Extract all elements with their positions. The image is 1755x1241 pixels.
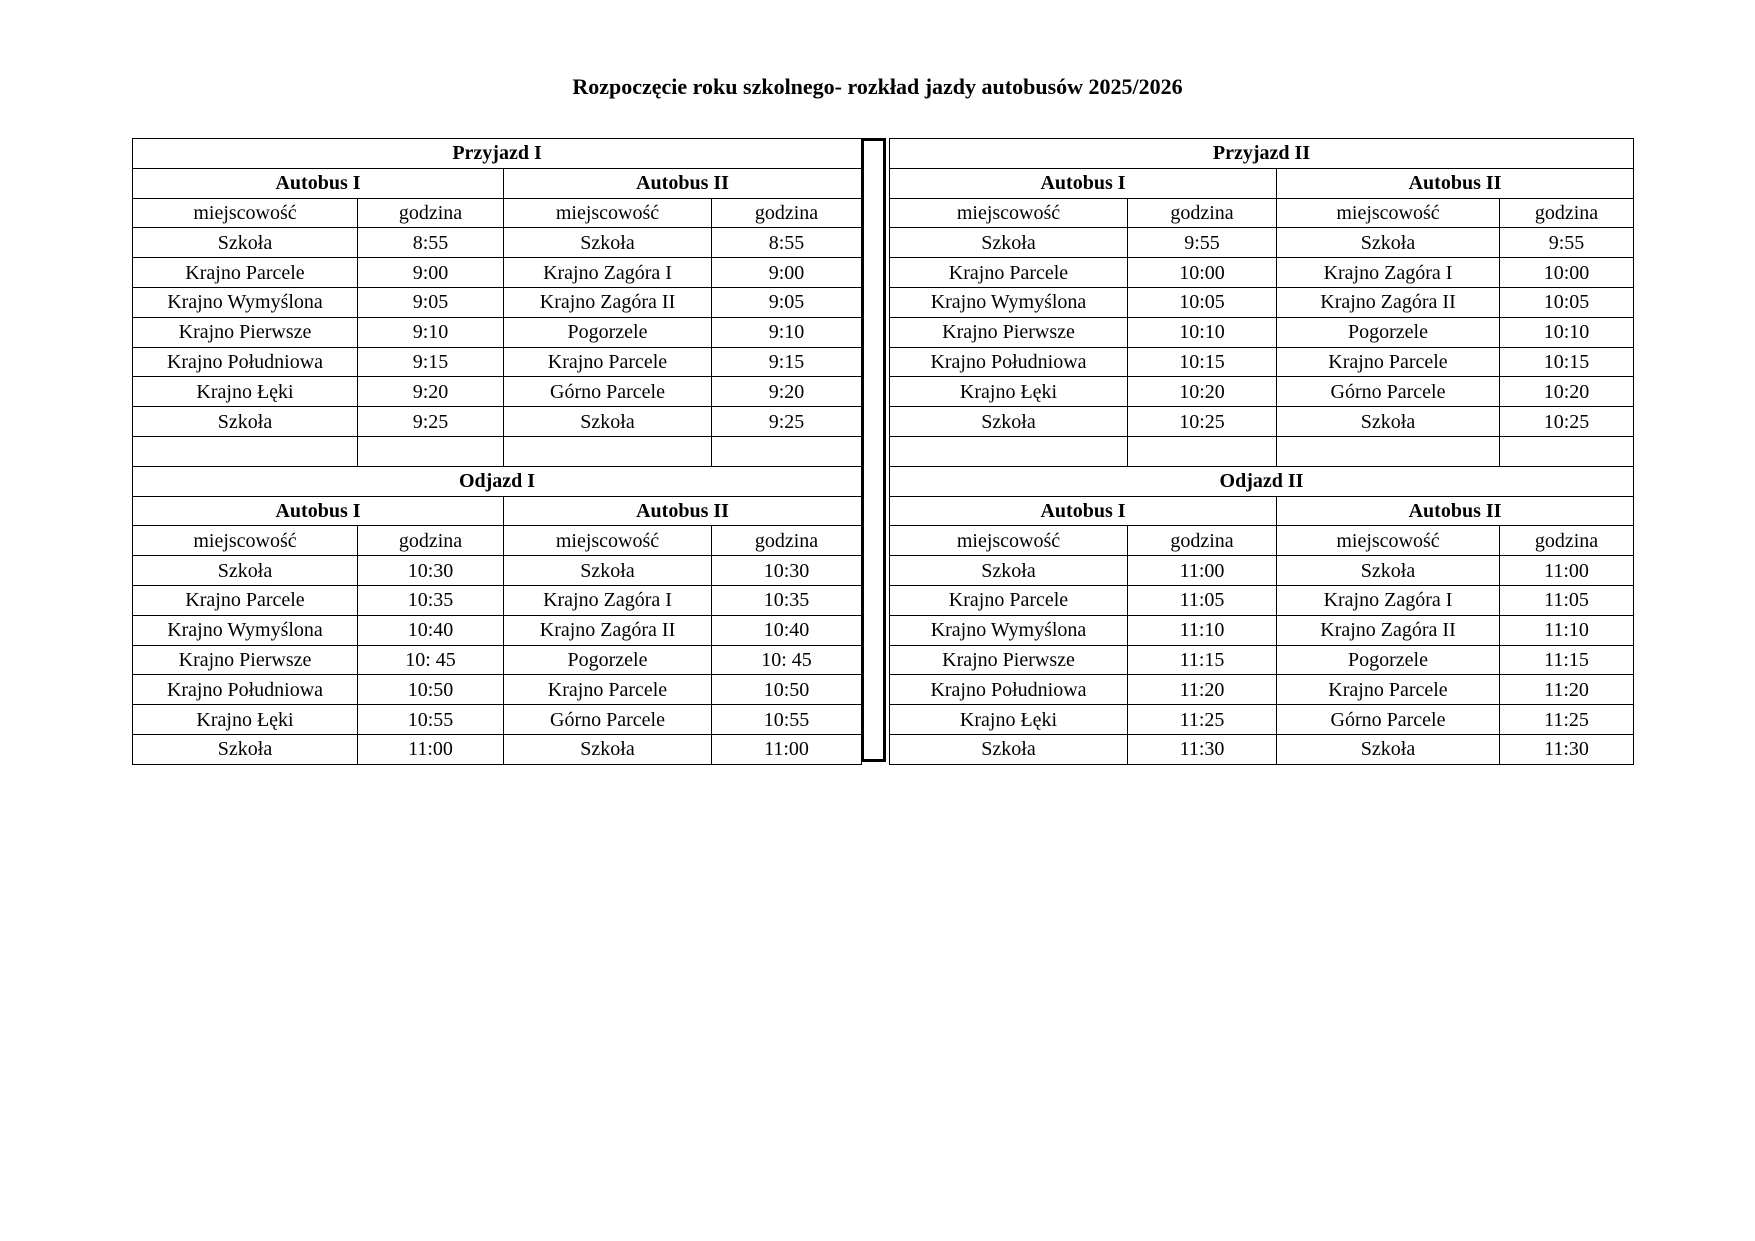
- document-title: Rozpoczęcie roku szkolnego- rozkład jazdy autobusów 2025/2026: [572, 74, 1183, 99]
- stop-name: Krajno Parcele: [133, 258, 358, 288]
- stop-time: 9:55: [1500, 228, 1634, 258]
- stop-name: Szkoła: [133, 228, 358, 258]
- stop-time: 9:25: [358, 407, 504, 437]
- stop-name: Krajno Pierwsze: [133, 645, 358, 675]
- stop-time: 10:05: [1500, 287, 1634, 317]
- column-header-time: godzina: [1500, 526, 1634, 556]
- stop-name: Krajno Parcele: [133, 585, 358, 615]
- stop-name: Krajno Zagóra I: [1277, 585, 1500, 615]
- section-header-row: [890, 139, 1634, 169]
- table-row: [890, 615, 1634, 645]
- table-row: [133, 675, 862, 705]
- stop-name: Krajno Południowa: [133, 675, 358, 705]
- stop-name: Krajno Wymyślona: [890, 287, 1128, 317]
- table-row: [133, 377, 862, 407]
- section-header-row: [133, 466, 862, 496]
- stop-time: 11:20: [1128, 675, 1277, 705]
- stop-name: Pogorzele: [504, 645, 712, 675]
- stop-name: Krajno Pierwsze: [133, 317, 358, 347]
- section-title: Przyjazd I: [133, 139, 862, 169]
- stop-name: Krajno Południowa: [890, 347, 1128, 377]
- stop-name: Szkoła: [1277, 734, 1500, 764]
- stop-name: Szkoła: [890, 407, 1128, 437]
- table-row: [890, 734, 1634, 764]
- stop-time: 10:25: [1500, 407, 1634, 437]
- stop-name: Krajno Łęki: [133, 705, 358, 735]
- stop-name: Krajno Zagóra II: [504, 615, 712, 645]
- table-row: [890, 287, 1634, 317]
- stop-time: 11:20: [1500, 675, 1634, 705]
- stop-name: Krajno Parcele: [890, 585, 1128, 615]
- stop-name: Szkoła: [133, 407, 358, 437]
- table-row: [133, 287, 862, 317]
- stop-time: 9:15: [358, 347, 504, 377]
- bus-1-header: Autobus I: [133, 168, 504, 198]
- bus-2-header: Autobus II: [504, 496, 862, 526]
- stop-name: Górno Parcele: [504, 705, 712, 735]
- stop-name: Górno Parcele: [1277, 705, 1500, 735]
- bus-header-row: [133, 168, 862, 198]
- table-row: [133, 556, 862, 586]
- table-row: [890, 317, 1634, 347]
- stop-name: Krajno Południowa: [133, 347, 358, 377]
- stop-name: Szkoła: [1277, 407, 1500, 437]
- empty-cell: [358, 436, 504, 466]
- empty-cell: [712, 436, 862, 466]
- stop-time: 9:10: [712, 317, 862, 347]
- empty-cell: [1277, 436, 1500, 466]
- table-row: [133, 645, 862, 675]
- table-row: [133, 407, 862, 437]
- stop-time: 11:00: [1500, 556, 1634, 586]
- stop-name: Krajno Parcele: [504, 347, 712, 377]
- stop-name: Krajno Parcele: [1277, 675, 1500, 705]
- stop-time: 10:40: [712, 615, 862, 645]
- stop-time: 10: 45: [358, 645, 504, 675]
- stop-time: 11:05: [1500, 585, 1634, 615]
- table-row: [890, 407, 1634, 437]
- column-header-place: miejscowość: [504, 198, 712, 228]
- stop-time: 9:15: [712, 347, 862, 377]
- stop-name: Krajno Zagóra I: [504, 258, 712, 288]
- stop-name: Krajno Łęki: [890, 705, 1128, 735]
- stop-time: 10:35: [712, 585, 862, 615]
- stop-time: 10:50: [358, 675, 504, 705]
- stop-time: 9:05: [358, 287, 504, 317]
- stop-time: 10:20: [1500, 377, 1634, 407]
- stop-time: 9:20: [712, 377, 862, 407]
- empty-cell: [1500, 436, 1634, 466]
- column-header-place: miejscowość: [1277, 198, 1500, 228]
- column-header-time: godzina: [1128, 526, 1277, 556]
- stop-name: Krajno Wymyślona: [133, 287, 358, 317]
- table-row: [133, 258, 862, 288]
- section-title: Przyjazd II: [890, 139, 1634, 169]
- table-row: [133, 347, 862, 377]
- stop-name: Górno Parcele: [1277, 377, 1500, 407]
- center-divider: [861, 138, 886, 762]
- bus-2-header: Autobus II: [504, 168, 862, 198]
- stop-time: 10:50: [712, 675, 862, 705]
- stop-name: Krajno Parcele: [890, 258, 1128, 288]
- stop-time: 9:55: [1128, 228, 1277, 258]
- stop-name: Krajno Zagóra II: [1277, 287, 1500, 317]
- stop-name: Krajno Parcele: [504, 675, 712, 705]
- bus-header-row: [890, 496, 1634, 526]
- table-row: [133, 228, 862, 258]
- stop-time: 11:00: [358, 734, 504, 764]
- table-row: [890, 585, 1634, 615]
- stop-name: Krajno Zagóra II: [1277, 615, 1500, 645]
- stop-name: Krajno Pierwsze: [890, 645, 1128, 675]
- stop-name: Szkoła: [1277, 556, 1500, 586]
- stop-time: 10:00: [1128, 258, 1277, 288]
- stop-time: 11:00: [712, 734, 862, 764]
- stop-time: 9:05: [712, 287, 862, 317]
- stop-time: 10:20: [1128, 377, 1277, 407]
- column-header-time: godzina: [1128, 198, 1277, 228]
- stop-time: 10:15: [1500, 347, 1634, 377]
- table-row: [890, 228, 1634, 258]
- stop-time: 10: 45: [712, 645, 862, 675]
- stop-name: Szkoła: [504, 556, 712, 586]
- bus-1-header: Autobus I: [890, 496, 1277, 526]
- bus-1-header: Autobus I: [890, 168, 1277, 198]
- spacer-row: [133, 436, 862, 466]
- stop-name: Szkoła: [890, 556, 1128, 586]
- stop-time: 10:55: [358, 705, 504, 735]
- stop-name: Krajno Południowa: [890, 675, 1128, 705]
- stop-time: 11:10: [1500, 615, 1634, 645]
- stop-name: Szkoła: [890, 734, 1128, 764]
- schedule-table-left: [132, 138, 862, 765]
- stop-time: 9:00: [712, 258, 862, 288]
- table-row: [890, 377, 1634, 407]
- table-row: [133, 585, 862, 615]
- stop-name: Szkoła: [133, 556, 358, 586]
- stop-time: 10:10: [1128, 317, 1277, 347]
- table-row: [890, 705, 1634, 735]
- column-header-place: miejscowość: [133, 198, 358, 228]
- stop-time: 11:15: [1500, 645, 1634, 675]
- stop-name: Krajno Zagóra II: [504, 287, 712, 317]
- stop-time: 10:25: [1128, 407, 1277, 437]
- schedule-table-right: [889, 138, 1634, 765]
- bus-2-header: Autobus II: [1277, 168, 1634, 198]
- empty-cell: [890, 436, 1128, 466]
- stop-time: 10:55: [712, 705, 862, 735]
- column-header-row: [133, 526, 862, 556]
- stop-time: 10:40: [358, 615, 504, 645]
- table-row: [890, 258, 1634, 288]
- empty-cell: [504, 436, 712, 466]
- stop-time: 10:00: [1500, 258, 1634, 288]
- stop-time: 9:20: [358, 377, 504, 407]
- column-header-place: miejscowość: [890, 526, 1128, 556]
- stop-time: 11:25: [1500, 705, 1634, 735]
- stop-name: Krajno Zagóra I: [1277, 258, 1500, 288]
- table-row: [133, 705, 862, 735]
- section-title: Odjazd I: [133, 466, 862, 496]
- stop-name: Szkoła: [890, 228, 1128, 258]
- bus-header-row: [890, 168, 1634, 198]
- table-row: [133, 317, 862, 347]
- stop-time: 10:05: [1128, 287, 1277, 317]
- table-row: [133, 734, 862, 764]
- stop-name: Pogorzele: [1277, 645, 1500, 675]
- stop-time: 11:05: [1128, 585, 1277, 615]
- column-header-row: [890, 198, 1634, 228]
- stop-name: Pogorzele: [504, 317, 712, 347]
- stop-name: Górno Parcele: [504, 377, 712, 407]
- column-header-time: godzina: [712, 198, 862, 228]
- stop-time: 11:00: [1128, 556, 1277, 586]
- stop-time: 11:30: [1128, 734, 1277, 764]
- table-row: [133, 615, 862, 645]
- stop-name: Krajno Wymyślona: [890, 615, 1128, 645]
- stop-name: Krajno Łęki: [133, 377, 358, 407]
- section-title: Odjazd II: [890, 466, 1634, 496]
- column-header-row: [133, 198, 862, 228]
- stop-time: 11:15: [1128, 645, 1277, 675]
- table-row: [890, 645, 1634, 675]
- section-header-row: [890, 466, 1634, 496]
- spacer-row: [890, 436, 1634, 466]
- column-header-row: [890, 526, 1634, 556]
- stop-name: Krajno Zagóra I: [504, 585, 712, 615]
- column-header-time: godzina: [358, 526, 504, 556]
- table-row: [890, 675, 1634, 705]
- stop-time: 10:15: [1128, 347, 1277, 377]
- stop-name: Szkoła: [1277, 228, 1500, 258]
- stop-time: 10:10: [1500, 317, 1634, 347]
- empty-cell: [133, 436, 358, 466]
- stop-name: Krajno Łęki: [890, 377, 1128, 407]
- stop-name: Szkoła: [504, 228, 712, 258]
- bus-2-header: Autobus II: [1277, 496, 1634, 526]
- stop-time: 11:25: [1128, 705, 1277, 735]
- stop-name: Krajno Wymyślona: [133, 615, 358, 645]
- column-header-place: miejscowość: [504, 526, 712, 556]
- stop-time: 10:35: [358, 585, 504, 615]
- bus-1-header: Autobus I: [133, 496, 504, 526]
- stop-name: Szkoła: [504, 407, 712, 437]
- stop-name: Szkoła: [133, 734, 358, 764]
- column-header-place: miejscowość: [133, 526, 358, 556]
- empty-cell: [1128, 436, 1277, 466]
- table-row: [890, 347, 1634, 377]
- stop-time: 8:55: [358, 228, 504, 258]
- stop-time: 11:10: [1128, 615, 1277, 645]
- stop-time: 9:00: [358, 258, 504, 288]
- stop-name: Pogorzele: [1277, 317, 1500, 347]
- column-header-place: miejscowość: [890, 198, 1128, 228]
- column-header-place: miejscowość: [1277, 526, 1500, 556]
- column-header-time: godzina: [358, 198, 504, 228]
- column-header-time: godzina: [1500, 198, 1634, 228]
- stop-time: 10:30: [358, 556, 504, 586]
- stop-time: 9:25: [712, 407, 862, 437]
- stop-name: Szkoła: [504, 734, 712, 764]
- stop-name: Krajno Parcele: [1277, 347, 1500, 377]
- bus-header-row: [133, 496, 862, 526]
- stop-time: 11:30: [1500, 734, 1634, 764]
- stop-time: 8:55: [712, 228, 862, 258]
- table-row: [890, 556, 1634, 586]
- section-header-row: [133, 139, 862, 169]
- column-header-time: godzina: [712, 526, 862, 556]
- stop-name: Krajno Pierwsze: [890, 317, 1128, 347]
- stop-time: 9:10: [358, 317, 504, 347]
- stop-time: 10:30: [712, 556, 862, 586]
